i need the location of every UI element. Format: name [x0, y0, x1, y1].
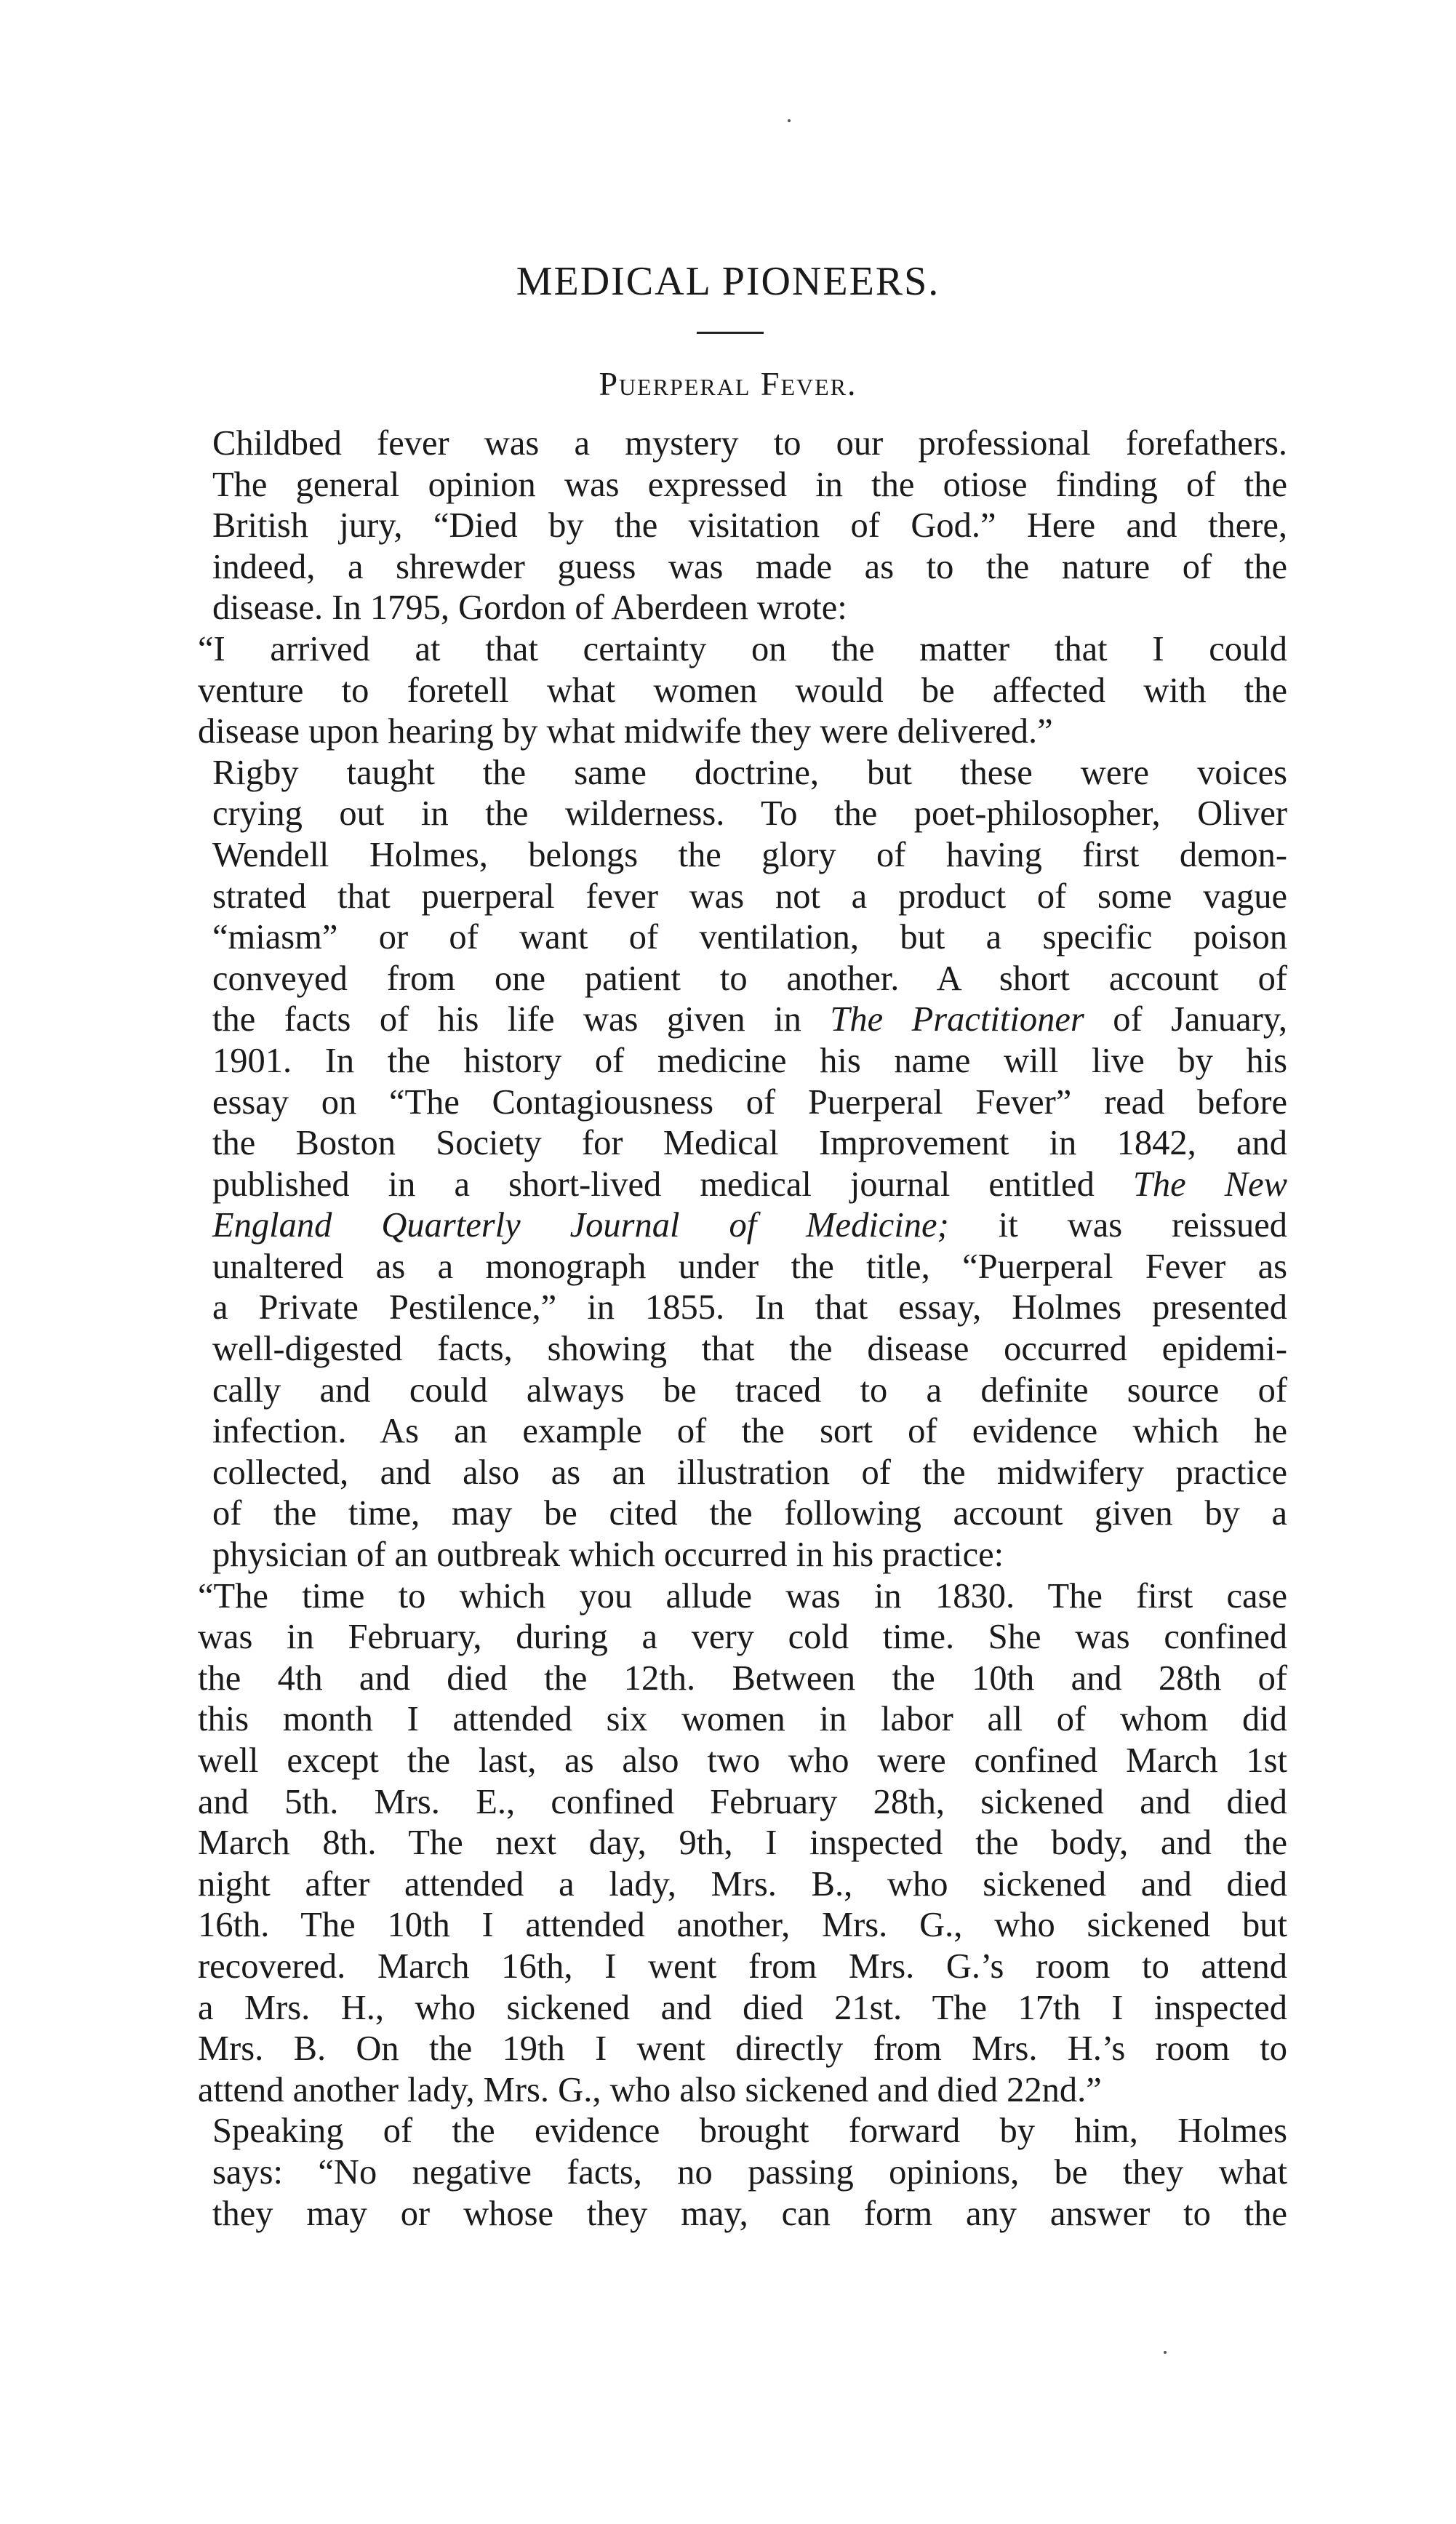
text-line: was in February, during a very cold time. She was confined [198, 1618, 1287, 1657]
body-text [180, 423, 1287, 2235]
printer-mark [1164, 2351, 1167, 2354]
text-line: unaltered as a monograph under the title, “Puerperal Fever as [212, 1247, 1287, 1286]
text-line: March 8th. The next day, 9th, I inspected the body, and the [198, 1824, 1287, 1863]
text-line: night after attended a lady, Mrs. B., who sickened and died [198, 1864, 1287, 1904]
text-line: attend another lady, Mrs. G., who also sickened and died 22nd.” [198, 2070, 1102, 2109]
text-line: infection. As an example of the sort of evidence which he [212, 1412, 1287, 1451]
text-line: disease. In 1795, Gordon of Aberdeen wrote: [212, 588, 847, 628]
work-title: The Practitioner [830, 1000, 1084, 1039]
text-line: England Quarterly Journal of Medicine; it was reissued [212, 1206, 1287, 1245]
text-line: “I arrived at that certainty on the matter that I could [198, 629, 1287, 668]
text-line: 16th. The 10th I attended another, Mrs. G., who sickened but [198, 1906, 1287, 1945]
page-title: MEDICAL PIONEERS. [516, 259, 940, 304]
text-line: published in a short-lived medical journal entitled The New [212, 1165, 1287, 1204]
text-line: The general opinion was expressed in the otiose finding of the [212, 465, 1287, 504]
text-line: indeed, a shrewder guess was made as to the nature of the [212, 547, 1287, 586]
text-line: of the time, may be cited the following account given by a [212, 1494, 1287, 1533]
text-line: 1901. In the history of medicine his name will live by his [212, 1041, 1287, 1080]
printer-mark [788, 119, 791, 122]
text-line: essay on “The Contagiousness of Puerperal Fever” read before [212, 1082, 1287, 1122]
text-line: recovered. March 16th, I went from Mrs. G.’s room to attend [198, 1946, 1287, 1986]
text-line: Mrs. B. On the 19th I went directly from Mrs. H.’s room to [198, 2029, 1287, 2069]
section-heading: Puerperal Fever. [599, 365, 857, 402]
text-line: the Boston Society for Medical Improvement in 1842, and [212, 1124, 1287, 1163]
quoted-passage [180, 629, 1287, 753]
text-line: well-digested facts, showing that the disease occurred epidemi- [212, 1330, 1287, 1369]
title-divider [697, 332, 764, 334]
text-line: Childbed fever was a mystery to our professional forefathers. [212, 424, 1287, 463]
text-line: venture to foretell what women would be affected with the [198, 671, 1287, 710]
text-line: Wendell Holmes, belongs the glory of having first demon- [212, 835, 1287, 874]
text-line: Rigby taught the same doctrine, but these were voices [212, 753, 1287, 792]
paragraph [180, 423, 1287, 629]
text-line: the 4th and died the 12th. Between the 10th and 28th of [198, 1658, 1287, 1698]
text-line: strated that puerperal fever was not a product of some vague [212, 876, 1287, 916]
text-line: they may or whose they may, can form any answer to the [212, 2194, 1287, 2233]
work-title: The New [1132, 1165, 1287, 1204]
text-line: cally and could always be traced to a definite source of [212, 1370, 1287, 1410]
text-line: says: “No negative facts, no passing opinions, be they what [212, 2152, 1287, 2192]
paragraph [180, 2111, 1287, 2235]
text-line: disease upon hearing by what midwife they were delivered.” [198, 712, 1053, 751]
text-line: conveyed from one patient to another. A short account of [212, 959, 1287, 998]
paragraph [180, 753, 1287, 1576]
text-line: well except the last, as also two who were confined March 1st [198, 1741, 1287, 1780]
text-line: physician of an outbreak which occurred in his practice: [212, 1535, 1004, 1575]
text-line: the facts of his life was given in The Practitioner of January, [212, 1000, 1287, 1039]
text-line: crying out in the wilderness. To the poet-philosopher, Oliver [212, 794, 1287, 834]
text-line: Speaking of the evidence brought forward by him, Holmes [212, 2112, 1287, 2151]
text-line: “The time to which you allude was in 1830. The first case [198, 1576, 1287, 1616]
work-title: England Quarterly Journal of Medicine; [212, 1206, 949, 1245]
text-line: a Mrs. H., who sickened and died 21st. The 17th I inspected [198, 1988, 1287, 2027]
text-line: collected, and also as an illustration of the midwifery practice [212, 1453, 1287, 1492]
text-line: this month I attended six women in labor all of whom did [198, 1700, 1287, 1739]
text-line: a Private Pestilence,” in 1855. In that essay, Holmes presented [212, 1288, 1287, 1327]
quoted-passage [180, 1576, 1287, 2112]
text-line: “miasm” or of want of ventilation, but a specific poison [212, 918, 1287, 957]
text-line: British jury, “Died by the visitation of God.” Here and there, [212, 506, 1287, 546]
text-line: and 5th. Mrs. E., confined February 28th, sickened and died [198, 1782, 1287, 1821]
